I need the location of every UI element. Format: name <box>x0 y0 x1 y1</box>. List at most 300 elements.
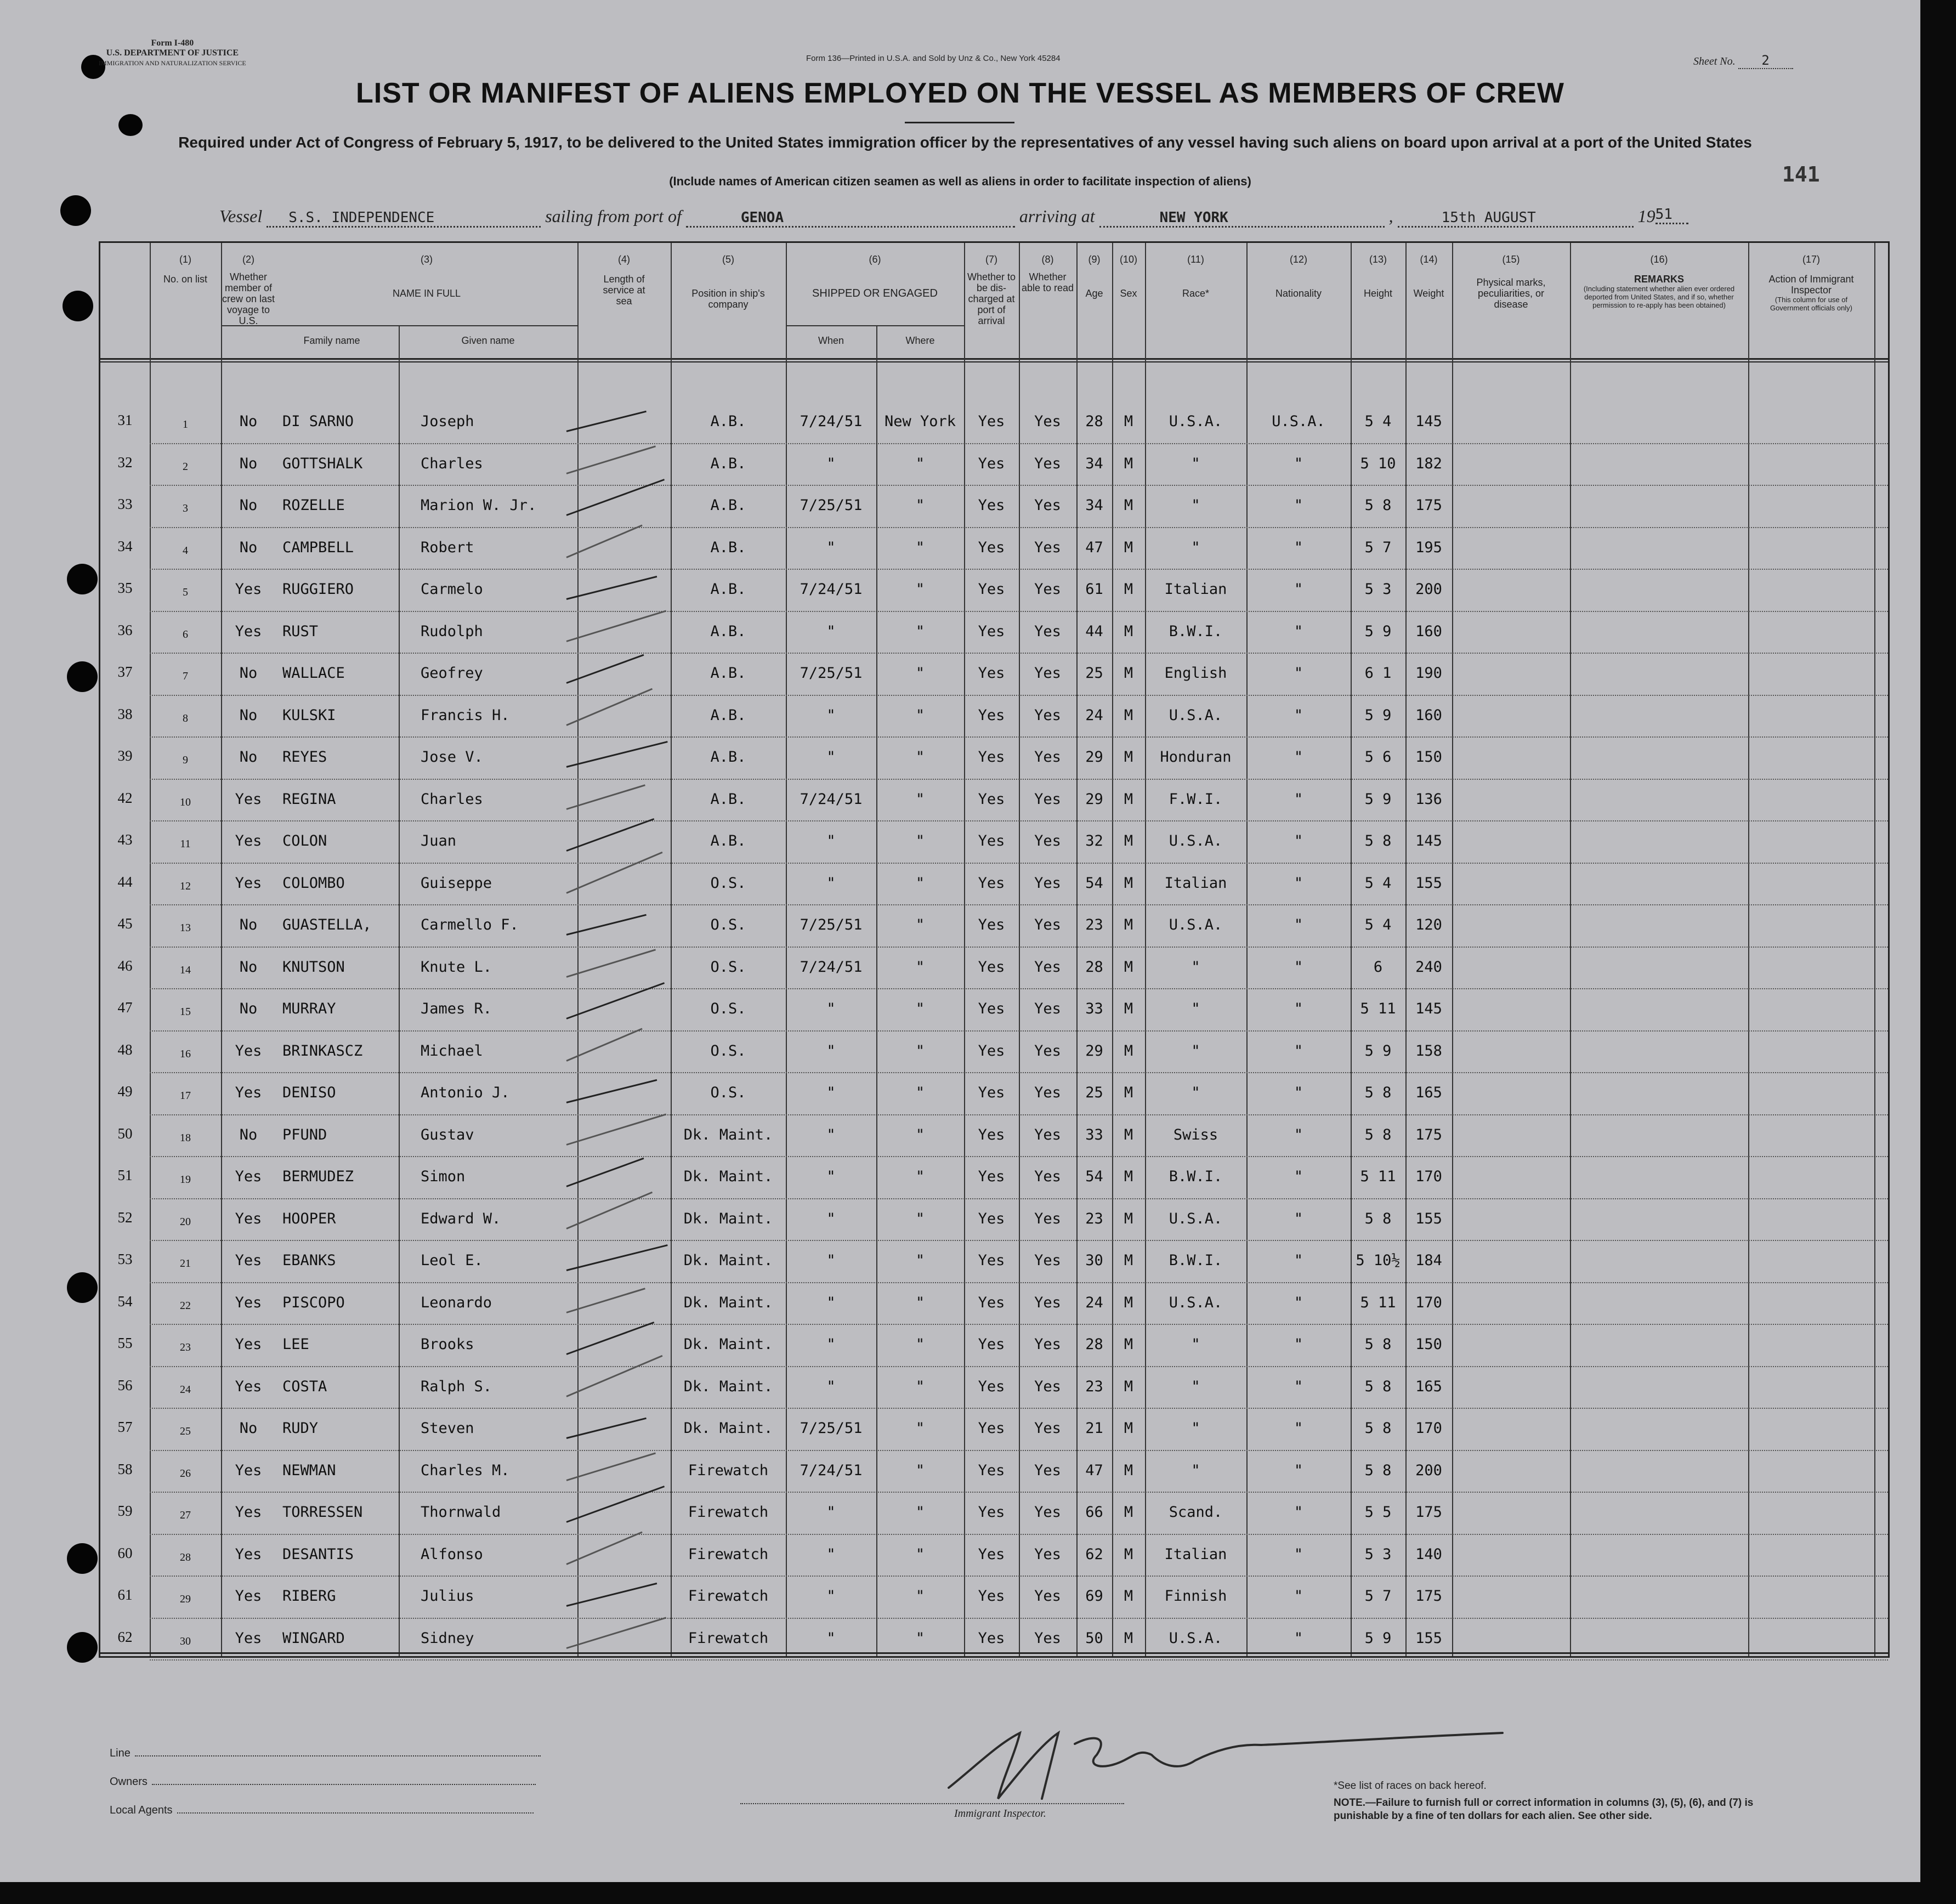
race: " <box>1191 455 1200 472</box>
family-name: RUST <box>282 622 319 640</box>
race: " <box>1191 1378 1200 1395</box>
discharged: Yes <box>978 1210 1005 1227</box>
discharged: Yes <box>978 497 1005 514</box>
weight: 155 <box>1415 1629 1442 1647</box>
form-id: Form I-480 <box>151 38 194 48</box>
given-name: Juan <box>421 832 457 849</box>
given-name: Jose V. <box>421 749 483 766</box>
margin-number: 33 <box>117 496 133 512</box>
shipped-where: " <box>915 790 925 808</box>
year-suffix: 51 <box>1655 206 1688 224</box>
shipped-when: 7/24/51 <box>800 958 863 976</box>
shipped-when: 7/24/51 <box>800 1461 863 1479</box>
shipped-where: " <box>915 1545 925 1563</box>
given-name: Leonardo <box>421 1294 492 1311</box>
agents-label: Local Agents <box>110 1804 173 1816</box>
position: Dk. Maint. <box>683 1126 773 1143</box>
table-row <box>100 1157 1888 1199</box>
shipped-when: 7/25/51 <box>800 916 863 933</box>
height: 5 6 <box>1364 749 1392 766</box>
col15-header: (15) Physical marks, peculiarities, or disease <box>1476 254 1546 310</box>
sex: M <box>1124 1461 1133 1479</box>
nationality: " <box>1294 1252 1303 1269</box>
family-name: CAMPBELL <box>282 539 354 556</box>
discharged: Yes <box>978 1294 1005 1311</box>
weight: 182 <box>1415 455 1442 472</box>
row-number: 20 <box>180 1215 191 1228</box>
family-name: REGINA <box>282 790 336 808</box>
sex: M <box>1124 1126 1133 1143</box>
sex: M <box>1124 1252 1133 1269</box>
last-voyage: Yes <box>235 1084 262 1101</box>
margin-number: 46 <box>117 957 133 974</box>
race: U.S.A. <box>1169 1294 1223 1311</box>
height: 5 9 <box>1364 1629 1392 1647</box>
discharged: Yes <box>978 790 1005 808</box>
position: O.S. <box>710 1042 746 1059</box>
col10-header: (10) Sex <box>1119 254 1137 299</box>
shipped-when: " <box>826 1294 836 1311</box>
row-number: 12 <box>180 880 191 892</box>
discharged: Yes <box>978 1420 1005 1437</box>
table-row <box>100 612 1888 654</box>
shipped-where: " <box>915 832 925 849</box>
family-name: EBANKS <box>282 1252 336 1269</box>
height: 5 7 <box>1364 539 1392 556</box>
table-row <box>100 1577 1888 1619</box>
able-to-read: Yes <box>1034 832 1061 849</box>
race: B.W.I. <box>1169 1168 1223 1185</box>
position: A.B. <box>710 832 746 849</box>
age: 25 <box>1085 1084 1103 1101</box>
height: 5 3 <box>1364 581 1392 598</box>
table-row <box>100 528 1888 570</box>
shipped-where: " <box>915 622 925 640</box>
shipped-when: " <box>826 1336 836 1353</box>
discharged: Yes <box>978 1084 1005 1101</box>
age: 32 <box>1085 832 1103 849</box>
table-row <box>100 1367 1888 1409</box>
punch-hole <box>67 1632 98 1663</box>
position: A.B. <box>710 706 746 724</box>
last-voyage: No <box>239 1000 258 1017</box>
last-voyage: Yes <box>235 1294 262 1311</box>
shipped-when: " <box>826 455 836 472</box>
able-to-read: Yes <box>1034 581 1061 598</box>
nationality: " <box>1294 1084 1303 1101</box>
nationality: " <box>1294 706 1303 724</box>
nationality: " <box>1294 832 1303 849</box>
margin-number: 44 <box>117 873 133 890</box>
nationality: " <box>1294 1545 1303 1563</box>
nationality: " <box>1294 1420 1303 1437</box>
position: Firewatch <box>688 1504 769 1521</box>
height: 5 8 <box>1364 832 1392 849</box>
last-voyage: No <box>239 916 258 933</box>
margin-number: 53 <box>117 1251 133 1267</box>
row-number: 25 <box>180 1425 191 1437</box>
inspector-label: Immigrant Inspector. <box>954 1807 1046 1820</box>
family-name: GOTTSHALK <box>282 455 363 472</box>
table-row <box>100 948 1888 990</box>
age: 66 <box>1085 1504 1103 1521</box>
nationality: " <box>1294 1210 1303 1227</box>
given-name: Geofrey <box>421 665 483 682</box>
table-bottom-rule <box>100 1652 1888 1654</box>
last-voyage: Yes <box>235 1588 262 1605</box>
able-to-read: Yes <box>1034 749 1061 766</box>
table-row <box>100 1241 1888 1283</box>
col13-header: (13) Height <box>1363 254 1393 299</box>
margin-number: 42 <box>117 789 133 806</box>
family-name-header: Family name <box>303 335 360 346</box>
position: A.B. <box>710 749 746 766</box>
sex: M <box>1124 1084 1133 1101</box>
arrival-port: NEW YORK <box>1099 209 1385 228</box>
given-name: Ralph S. <box>421 1378 492 1395</box>
age: 62 <box>1085 1545 1103 1563</box>
age: 33 <box>1085 1126 1103 1143</box>
able-to-read: Yes <box>1034 539 1061 556</box>
given-name: Steven <box>421 1420 474 1437</box>
last-voyage: Yes <box>235 832 262 849</box>
given-name: Francis H. <box>421 706 510 724</box>
shipped-when: " <box>826 1504 836 1521</box>
family-name: MURRAY <box>282 1000 336 1017</box>
table-row <box>100 1032 1888 1074</box>
last-voyage: Yes <box>235 622 262 640</box>
race: Swiss <box>1173 1126 1218 1143</box>
given-name: Robert <box>421 539 474 556</box>
position: A.B. <box>710 455 746 472</box>
age: 28 <box>1085 413 1103 430</box>
punch-hole <box>67 661 98 692</box>
row-number: 22 <box>180 1299 191 1312</box>
given-name: Edward W. <box>421 1210 501 1227</box>
sex: M <box>1124 665 1133 682</box>
shipped-where: " <box>915 539 925 556</box>
discharged: Yes <box>978 539 1005 556</box>
last-voyage: Yes <box>235 1168 262 1185</box>
race: English <box>1164 665 1227 682</box>
race: U.S.A. <box>1169 706 1223 724</box>
margin-number: 55 <box>117 1335 133 1351</box>
weight: 160 <box>1415 706 1442 724</box>
margin-number: 60 <box>117 1544 133 1561</box>
weight: 158 <box>1415 1042 1442 1059</box>
sex: M <box>1124 1420 1133 1437</box>
family-name: RIBERG <box>282 1588 336 1605</box>
margin-number: 37 <box>117 664 133 680</box>
shipped-where: " <box>915 874 925 892</box>
weight: 150 <box>1415 1336 1442 1353</box>
table-row <box>100 1073 1888 1115</box>
table-row <box>100 1409 1888 1451</box>
nationality: " <box>1294 874 1303 892</box>
given-name: Marion W. Jr. <box>421 497 537 514</box>
discharged: Yes <box>978 1461 1005 1479</box>
footer-agents <box>110 1804 534 1817</box>
margin-number: 39 <box>117 747 133 764</box>
table-row <box>100 1535 1888 1577</box>
discharged: Yes <box>978 1000 1005 1017</box>
height: 5 8 <box>1364 1084 1392 1101</box>
last-voyage: Yes <box>235 874 262 892</box>
page-title: LIST OR MANIFEST OF ALIENS EMPLOYED ON THE VESSEL AS MEMBERS OF CREW <box>356 77 1564 109</box>
given-name: Simon <box>421 1168 466 1185</box>
table-row <box>100 989 1888 1032</box>
position: O.S. <box>710 916 746 933</box>
weight: 155 <box>1415 1210 1442 1227</box>
sex: M <box>1124 1000 1133 1017</box>
sex: M <box>1124 1378 1133 1395</box>
sex: M <box>1124 1545 1133 1563</box>
family-name: PFUND <box>282 1126 327 1143</box>
last-voyage: Yes <box>235 1210 262 1227</box>
shipped-when: 7/24/51 <box>800 790 863 808</box>
nationality: " <box>1294 1168 1303 1185</box>
given-name: Leol E. <box>421 1252 483 1269</box>
nationality: " <box>1294 455 1303 472</box>
family-name: PISCOPO <box>282 1294 345 1311</box>
age: 69 <box>1085 1588 1103 1605</box>
position: O.S. <box>710 958 746 976</box>
family-name: ROZELLE <box>282 497 345 514</box>
vessel-label: Vessel <box>219 206 263 226</box>
shipped-where: New York <box>884 413 956 430</box>
table-row <box>100 486 1888 528</box>
race: " <box>1191 1461 1200 1479</box>
arriving-label: arriving at <box>1019 206 1095 226</box>
shipped-where: " <box>915 1629 925 1647</box>
title-rule <box>905 122 1014 123</box>
punch-hole <box>67 1543 98 1574</box>
position: O.S. <box>710 1084 746 1101</box>
sex: M <box>1124 916 1133 933</box>
weight: 165 <box>1415 1378 1442 1395</box>
shipped-where: " <box>915 1420 925 1437</box>
when-header: When <box>818 335 844 346</box>
shipped-when: " <box>826 1378 836 1395</box>
nationality: " <box>1294 958 1303 976</box>
position: Dk. Maint. <box>683 1378 773 1395</box>
height: 5 9 <box>1364 1042 1392 1059</box>
able-to-read: Yes <box>1034 874 1061 892</box>
shipped-when: " <box>826 1042 836 1059</box>
sailing-port: GENOA <box>686 209 1015 228</box>
col7-header: (7) Whether to be dis-charged at port of arrival <box>967 254 1016 326</box>
sheet-no: 2 <box>1738 53 1793 69</box>
last-voyage: Yes <box>235 1504 262 1521</box>
printer-note: Form 136—Printed in U.S.A. and Sold by Unz & Co., New York 45284 <box>806 54 1061 63</box>
margin-number: 59 <box>117 1503 133 1519</box>
table-row <box>100 696 1888 738</box>
last-voyage: No <box>239 455 258 472</box>
height: 5 4 <box>1364 413 1392 430</box>
table-row <box>100 402 1888 444</box>
punch-hole <box>67 1272 98 1303</box>
position: Firewatch <box>688 1588 769 1605</box>
family-name: WINGARD <box>282 1629 345 1647</box>
col3-header: (3) NAME IN FULL <box>392 254 461 299</box>
inspector-line <box>740 1803 1124 1804</box>
able-to-read: Yes <box>1034 1210 1061 1227</box>
race: " <box>1191 1084 1200 1101</box>
sheet-label: Sheet No. <box>1693 55 1736 67</box>
family-name: REYES <box>282 749 327 766</box>
margin-number: 38 <box>117 705 133 722</box>
position: Dk. Maint. <box>683 1252 773 1269</box>
given-name: Charles M. <box>421 1461 510 1479</box>
discharged: Yes <box>978 958 1005 976</box>
last-voyage: No <box>239 497 258 514</box>
weight: 200 <box>1415 1461 1442 1479</box>
sex: M <box>1124 539 1133 556</box>
shipped-where: " <box>915 1210 925 1227</box>
race: " <box>1191 497 1200 514</box>
sex: M <box>1124 1210 1133 1227</box>
last-voyage: No <box>239 539 258 556</box>
margin-number: 56 <box>117 1376 133 1393</box>
discharged: Yes <box>978 413 1005 430</box>
weight: 170 <box>1415 1420 1442 1437</box>
last-voyage: No <box>239 749 258 766</box>
row-number: 29 <box>180 1593 191 1605</box>
position: A.B. <box>710 581 746 598</box>
margin-number: 32 <box>117 454 133 471</box>
able-to-read: Yes <box>1034 1042 1061 1059</box>
owners-label: Owners <box>110 1776 148 1788</box>
table-row <box>100 1493 1888 1535</box>
shipped-where: " <box>915 581 925 598</box>
shipped-where: " <box>915 455 925 472</box>
position: A.B. <box>710 622 746 640</box>
family-name: LEE <box>282 1336 309 1353</box>
row-number: 27 <box>180 1509 191 1521</box>
row-number: 8 <box>183 712 188 724</box>
row-number: 5 <box>183 586 188 598</box>
height: 5 8 <box>1364 1420 1392 1437</box>
margin-number: 57 <box>117 1419 133 1435</box>
given-name-header: Given name <box>461 335 515 346</box>
position: Firewatch <box>688 1545 769 1563</box>
row-number: 14 <box>180 964 191 976</box>
sex: M <box>1124 1504 1133 1521</box>
crew-table <box>99 241 1890 1658</box>
age: 54 <box>1085 1168 1103 1185</box>
height: 6 <box>1373 958 1383 976</box>
table-row <box>100 1283 1888 1325</box>
race: U.S.A. <box>1169 1629 1223 1647</box>
family-name: DENISO <box>282 1084 336 1101</box>
race: " <box>1191 1336 1200 1353</box>
position: Firewatch <box>688 1461 769 1479</box>
able-to-read: Yes <box>1034 1588 1061 1605</box>
sex: M <box>1124 832 1133 849</box>
discharged: Yes <box>978 455 1005 472</box>
last-voyage: No <box>239 706 258 724</box>
sex: M <box>1124 497 1133 514</box>
race: Italian <box>1164 874 1227 892</box>
shipped-where: " <box>915 497 925 514</box>
shipped-where: " <box>915 1378 925 1395</box>
discharged: Yes <box>978 706 1005 724</box>
age: 54 <box>1085 874 1103 892</box>
family-name: NEWMAN <box>282 1461 336 1479</box>
family-name: HOOPER <box>282 1210 336 1227</box>
position: Dk. Maint. <box>683 1294 773 1311</box>
nationality: " <box>1294 1461 1303 1479</box>
weight: 240 <box>1415 958 1442 976</box>
shipped-where: " <box>915 1504 925 1521</box>
age: 23 <box>1085 916 1103 933</box>
age: 44 <box>1085 622 1103 640</box>
nationality: U.S.A. <box>1272 413 1325 430</box>
able-to-read: Yes <box>1034 665 1061 682</box>
given-name: Julius <box>421 1588 474 1605</box>
footer-line <box>110 1747 541 1760</box>
family-name: BERMUDEZ <box>282 1168 354 1185</box>
row-number: 11 <box>180 838 191 850</box>
height: 5 9 <box>1364 706 1392 724</box>
able-to-read: Yes <box>1034 497 1061 514</box>
nationality: " <box>1294 497 1303 514</box>
table-row <box>100 905 1888 948</box>
shipped-where: " <box>915 706 925 724</box>
shipped-where: " <box>915 1461 925 1479</box>
col11-header: (11) Race* <box>1182 254 1210 299</box>
nationality: " <box>1294 749 1303 766</box>
age: 50 <box>1085 1629 1103 1647</box>
age: 23 <box>1085 1210 1103 1227</box>
able-to-read: Yes <box>1034 1126 1061 1143</box>
height: 5 8 <box>1364 1461 1392 1479</box>
margin-number: 51 <box>117 1167 133 1183</box>
weight: 145 <box>1415 413 1442 430</box>
stamp-number: 141 <box>1782 162 1820 186</box>
row-number: 16 <box>180 1047 191 1060</box>
race: U.S.A. <box>1169 832 1223 849</box>
shipped-when: " <box>826 1084 836 1101</box>
given-name: Brooks <box>421 1336 474 1353</box>
table-row <box>100 1451 1888 1493</box>
shipped-where: " <box>915 1000 925 1017</box>
row-number: 18 <box>180 1131 191 1144</box>
sex: M <box>1124 581 1133 598</box>
weight: 140 <box>1415 1545 1442 1563</box>
shipped-when: " <box>826 706 836 724</box>
height: 5 5 <box>1364 1504 1392 1521</box>
last-voyage: No <box>239 1126 258 1143</box>
row-number: 9 <box>183 754 188 766</box>
sex: M <box>1124 413 1133 430</box>
discharged: Yes <box>978 622 1005 640</box>
shipped-when: " <box>826 1629 836 1647</box>
age: 61 <box>1085 581 1103 598</box>
last-voyage: Yes <box>235 1629 262 1647</box>
family-name: WALLACE <box>282 665 345 682</box>
discharged: Yes <box>978 1588 1005 1605</box>
able-to-read: Yes <box>1034 622 1061 640</box>
sex: M <box>1124 958 1133 976</box>
shipped-where: " <box>915 1042 925 1059</box>
service: IMMIGRATION AND NATURALIZATION SERVICE <box>99 59 246 67</box>
row-number: 15 <box>180 1006 191 1018</box>
height: 5 8 <box>1364 1336 1392 1353</box>
age: 24 <box>1085 706 1103 724</box>
arrival-date: 15th AUGUST <box>1398 209 1634 228</box>
weight: 175 <box>1415 497 1442 514</box>
